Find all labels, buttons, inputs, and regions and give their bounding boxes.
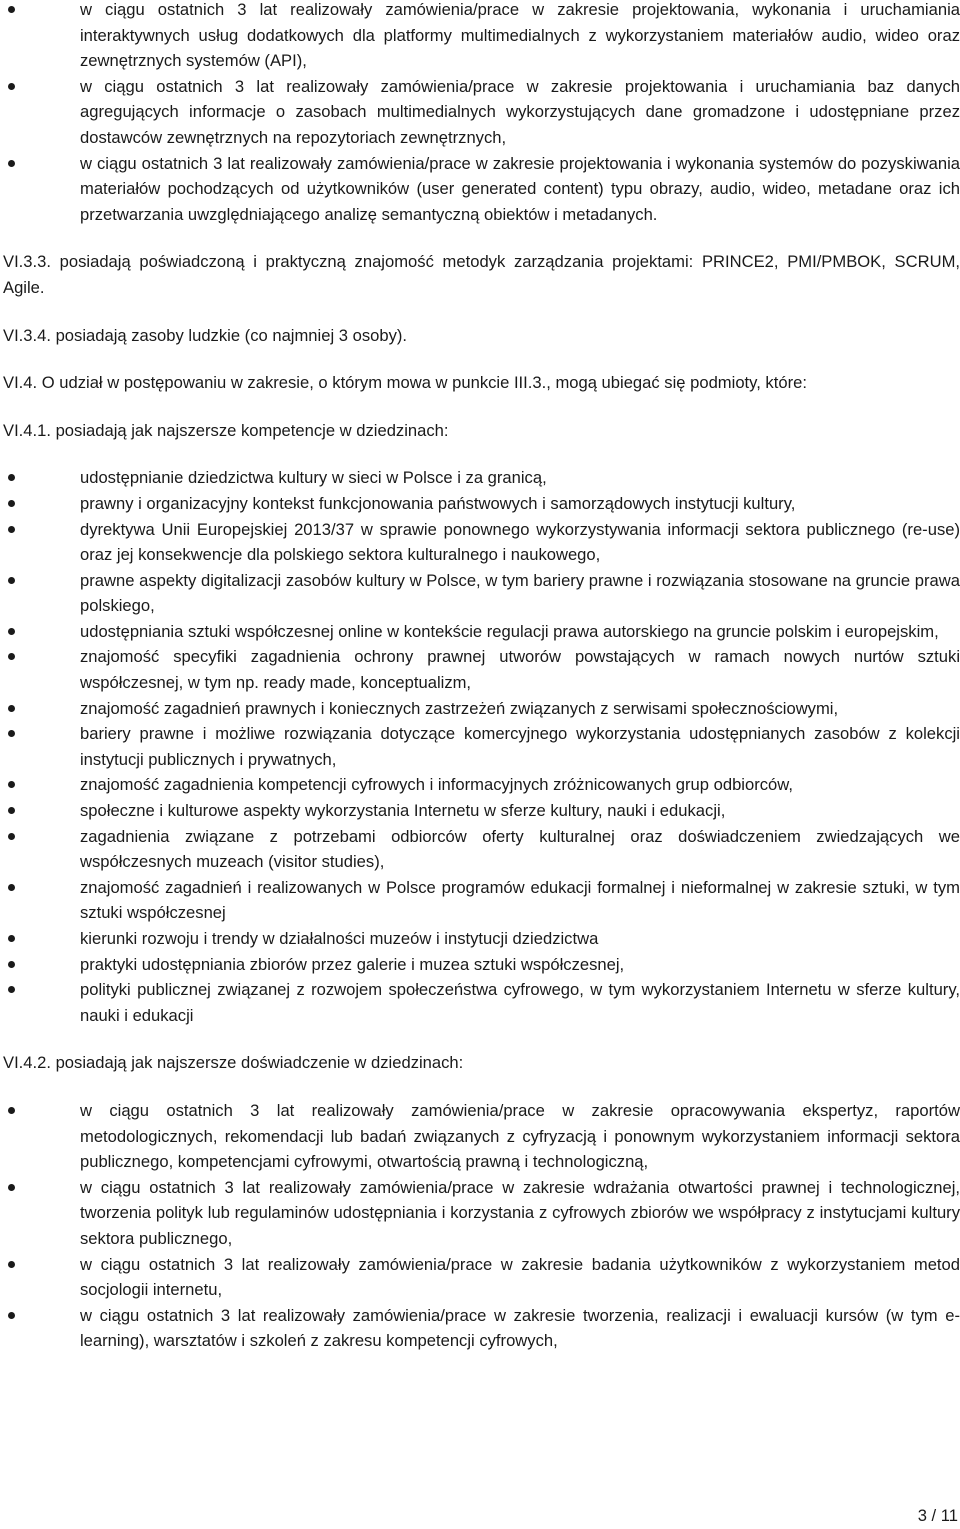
bullet-icon	[8, 833, 15, 840]
section-vi34: VI.3.4. posiadają zasoby ludzkie (co najmniej 3 osoby).	[3, 325, 408, 345]
bullet-icon	[8, 1261, 15, 1268]
list-item: w ciągu ostatnich 3 lat realizowały zamówienia/prace w zakresie projektowania i wykonania systemów do pozyskiwania materiałów pochodzących od użytkowników (user generated content) typu obrazy, audio, wideo, metadane oraz ich przetwarzania uwzględniającego analizę semantyczną obiektów i metadanych.	[0, 151, 960, 228]
list-item: dyrektywa Unii Europejskiej 2013/37 w sprawie ponownego wykorzystywania informacji sektora publicznego (re-use) oraz jej konsekwencje dla polskiego sektora kulturalnego i naukowego,	[0, 517, 960, 568]
list-item: w ciągu ostatnich 3 lat realizowały zamówienia/prace w zakresie wdrażania otwartości prawnej i technologicznej, tworzenia polityk lub regulaminów udostępniania i korzystania z cyfrowych zbiorów we współpracy z instytucjami kultury sektora publicznego,	[0, 1175, 960, 1252]
list-item: w ciągu ostatnich 3 lat realizowały zamówienia/prace w zakresie tworzenia, realizacji i ewaluacji kursów (w tym e-learning), warsztatów i szkoleń z zakresu kompetencji cyfrowych,	[0, 1303, 960, 1354]
bullet-icon	[8, 160, 15, 167]
bullet-icon	[8, 1184, 15, 1191]
bullet-icon	[8, 730, 15, 737]
list-item: w ciągu ostatnich 3 lat realizowały zamówienia/prace w zakresie badania użytkowników z wykorzystaniem metod socjologii internetu,	[0, 1252, 960, 1303]
bullet-icon	[8, 628, 15, 635]
list-item: społeczne i kulturowe aspekty wykorzystania Internetu w sferze kultury, nauki i edukacji,	[0, 798, 960, 824]
experience-list	[0, 1098, 960, 1354]
list-item: praktyki udostępniania zbiorów przez galerie i muzea sztuki współczesnej,	[0, 952, 960, 978]
list-item: kierunki rozwoju i trendy w działalności muzeów i instytucji dziedzictwa	[0, 926, 960, 952]
section-vi4: VI.4. O udział w postępowaniu w zakresie, o którym mowa w punkcie III.3., mogą ubiegać się podmioty, które:	[3, 373, 807, 393]
section-vi33: VI.3.3. posiadają poświadczoną i praktyczną znajomość metodyk zarządzania projektami: PRINCE2, PMI/PMBOK, SCRUM, Agile.	[3, 252, 960, 297]
bullet-icon	[8, 653, 15, 660]
bullet-icon	[8, 1312, 15, 1319]
list-item: prawne aspekty digitalizacji zasobów kultury w Polsce, w tym bariery prawne i rozwiązania stosowane na gruncie prawa polskiego,	[0, 568, 960, 619]
bullet-icon	[8, 500, 15, 507]
section-vi41: VI.4.1. posiadają jak najszersze kompetencje w dziedzinach:	[3, 420, 449, 440]
bullet-icon	[8, 474, 15, 481]
list-item: w ciągu ostatnich 3 lat realizowały zamówienia/prace w zakresie projektowania i uruchamiania baz danych agregujących informacje o zasobach multimedialnych wykorzystujących dane gromadzone i udostępniane przez dostawców zewnętrznych na repozytoriach zewnętrznych,	[0, 74, 960, 151]
list-item: w ciągu ostatnich 3 lat realizowały zamówienia/prace w zakresie opracowywania ekspertyz, raportów metodologicznych, rekomendacji lub badań związanych z cyfryzacją i ponownym wykorzystaniem informacji sektora publicznego, kompetencjami cyfrowymi, otwartością prawną i technologiczną,	[0, 1098, 960, 1175]
bullet-icon	[8, 83, 15, 90]
list-item: znajomość zagadnienia kompetencji cyfrowych i informacyjnych zróżnicowanych grup odbiorców,	[0, 772, 960, 798]
bullet-icon	[8, 935, 15, 942]
bullet-icon	[8, 6, 15, 13]
bullet-icon	[8, 807, 15, 814]
list-item: w ciągu ostatnich 3 lat realizowały zamówienia/prace w zakresie projektowania, wykonania i uruchamiania interaktywnych usług dodatkowych dla platformy multimedialnych z wykorzystaniem materiałów audio, wideo oraz zewnętrznych systemów (API),	[0, 0, 960, 74]
list-item: bariery prawne i możliwe rozwiązania dotyczące komercyjnego wykorzystania udostępnianych zasobów z kolekcji instytucji publicznych i prywatnych,	[0, 721, 960, 772]
list-item: polityki publicznej związanej z rozwojem społeczeństwa cyfrowego, w tym wykorzystaniem Internetu w sferze kultury, nauki i edukacji	[0, 977, 960, 1028]
section-vi42: VI.4.2. posiadają jak najszersze doświadczenie w dziedzinach:	[3, 1053, 464, 1073]
list-item: udostępniania sztuki współczesnej online w kontekście regulacji prawa autorskiego na gruncie polskim i europejskim,	[0, 619, 960, 645]
bullet-icon	[8, 884, 15, 891]
bullet-icon	[8, 781, 15, 788]
page-number: 3 / 11	[917, 1506, 958, 1525]
bullet-icon	[8, 705, 15, 712]
bullet-icon	[8, 577, 15, 584]
bullet-icon	[8, 526, 15, 533]
list-item: prawny i organizacyjny kontekst funkcjonowania państwowych i samorządowych instytucji kultury,	[0, 491, 960, 517]
bullet-icon	[8, 961, 15, 968]
list-item: znajomość specyfiki zagadnienia ochrony prawnej utworów powstających w ramach nowych nurtów sztuki współczesnej, w tym np. ready made, konceptualizm,	[0, 644, 960, 695]
competence-list	[0, 465, 960, 1028]
list-item: zagadnienia związane z potrzebami odbiorców oferty kulturalnej oraz doświadczeniem zwiedzających we współczesnych muzeach (visitor studies),	[0, 824, 960, 875]
list-item: znajomość zagadnień i realizowanych w Polsce programów edukacji formalnej i nieformalnej w zakresie sztuki, w tym sztuki współczesnej	[0, 875, 960, 926]
bullet-icon	[8, 1107, 15, 1114]
bullet-icon	[8, 986, 15, 993]
list-item: znajomość zagadnień prawnych i koniecznych zastrzeżeń związanych z serwisami społecznościowymi,	[0, 696, 960, 722]
top-bullet-list	[0, 0, 960, 227]
list-item: udostępnianie dziedzictwa kultury w sieci w Polsce i za granicą,	[0, 465, 960, 491]
